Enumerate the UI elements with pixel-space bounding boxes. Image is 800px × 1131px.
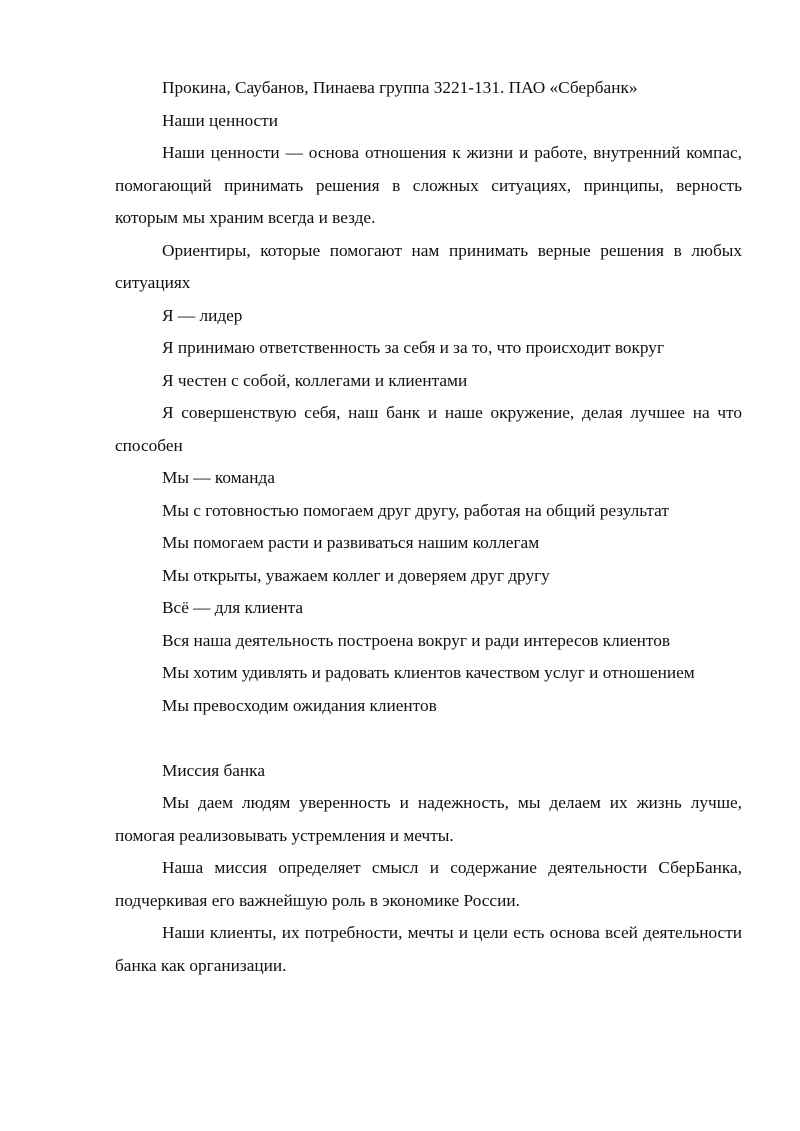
paragraph: Мы помогаем расти и развиваться нашим коллегам bbox=[162, 533, 540, 552]
paragraph: Мы превосходим ожидания клиентов bbox=[162, 695, 437, 715]
value-heading-team: Мы — команда bbox=[162, 468, 275, 487]
paragraph: Вся наша деятельность построена вокруг и ради интересов клиентов bbox=[162, 630, 671, 650]
blank-line bbox=[115, 722, 742, 755]
document-body bbox=[115, 72, 742, 982]
paragraph: Наши клиенты, их потребности, мечты и цели есть основа всей деятельности банка как организации. bbox=[115, 923, 742, 975]
paragraph: Наша миссия определяет смысл и содержание деятельности СберБанка, подчеркивая его важнейшую роль в экономике России. bbox=[115, 858, 742, 910]
value-heading-client: Всё — для клиента bbox=[162, 598, 304, 617]
section-heading-mission: Миссия банка bbox=[162, 760, 265, 780]
paragraph: Наши ценности — основа отношения к жизни и работе, внутренний компас, помогающий принимать решения в сложных ситуациях, принципы, верность которым мы храним всегда и везде. bbox=[115, 143, 742, 227]
paragraph: Мы открыты, уважаем коллег и доверяем друг другу bbox=[162, 565, 550, 585]
document-header-line: Прокина, Саубанов, Пинаева группа 3221-131. ПАО «Сбербанк» bbox=[162, 78, 638, 97]
paragraph: Мы хотим удивлять и радовать клиентов качеством услуг и отношением bbox=[162, 663, 695, 682]
paragraph: Мы даем людям уверенность и надежность, мы делаем их жизнь лучше, помогая реализовывать устремления и мечты. bbox=[115, 793, 742, 845]
section-heading-values: Наши ценности bbox=[162, 110, 278, 130]
paragraph: Я честен с собой, коллегами и клиентами bbox=[162, 370, 468, 390]
paragraph: Ориентиры, которые помогают нам принимать верные решения в любых ситуациях bbox=[115, 240, 742, 292]
value-heading-leader: Я — лидер bbox=[162, 305, 243, 325]
paragraph: Я совершенствую себя, наш банк и наше окружение, делая лучшее на что способен bbox=[115, 403, 742, 455]
paragraph: Мы с готовностью помогаем друг другу, работая на общий результат bbox=[162, 500, 669, 520]
paragraph: Я принимаю ответственность за себя и за то, что происходит вокруг bbox=[162, 338, 665, 357]
